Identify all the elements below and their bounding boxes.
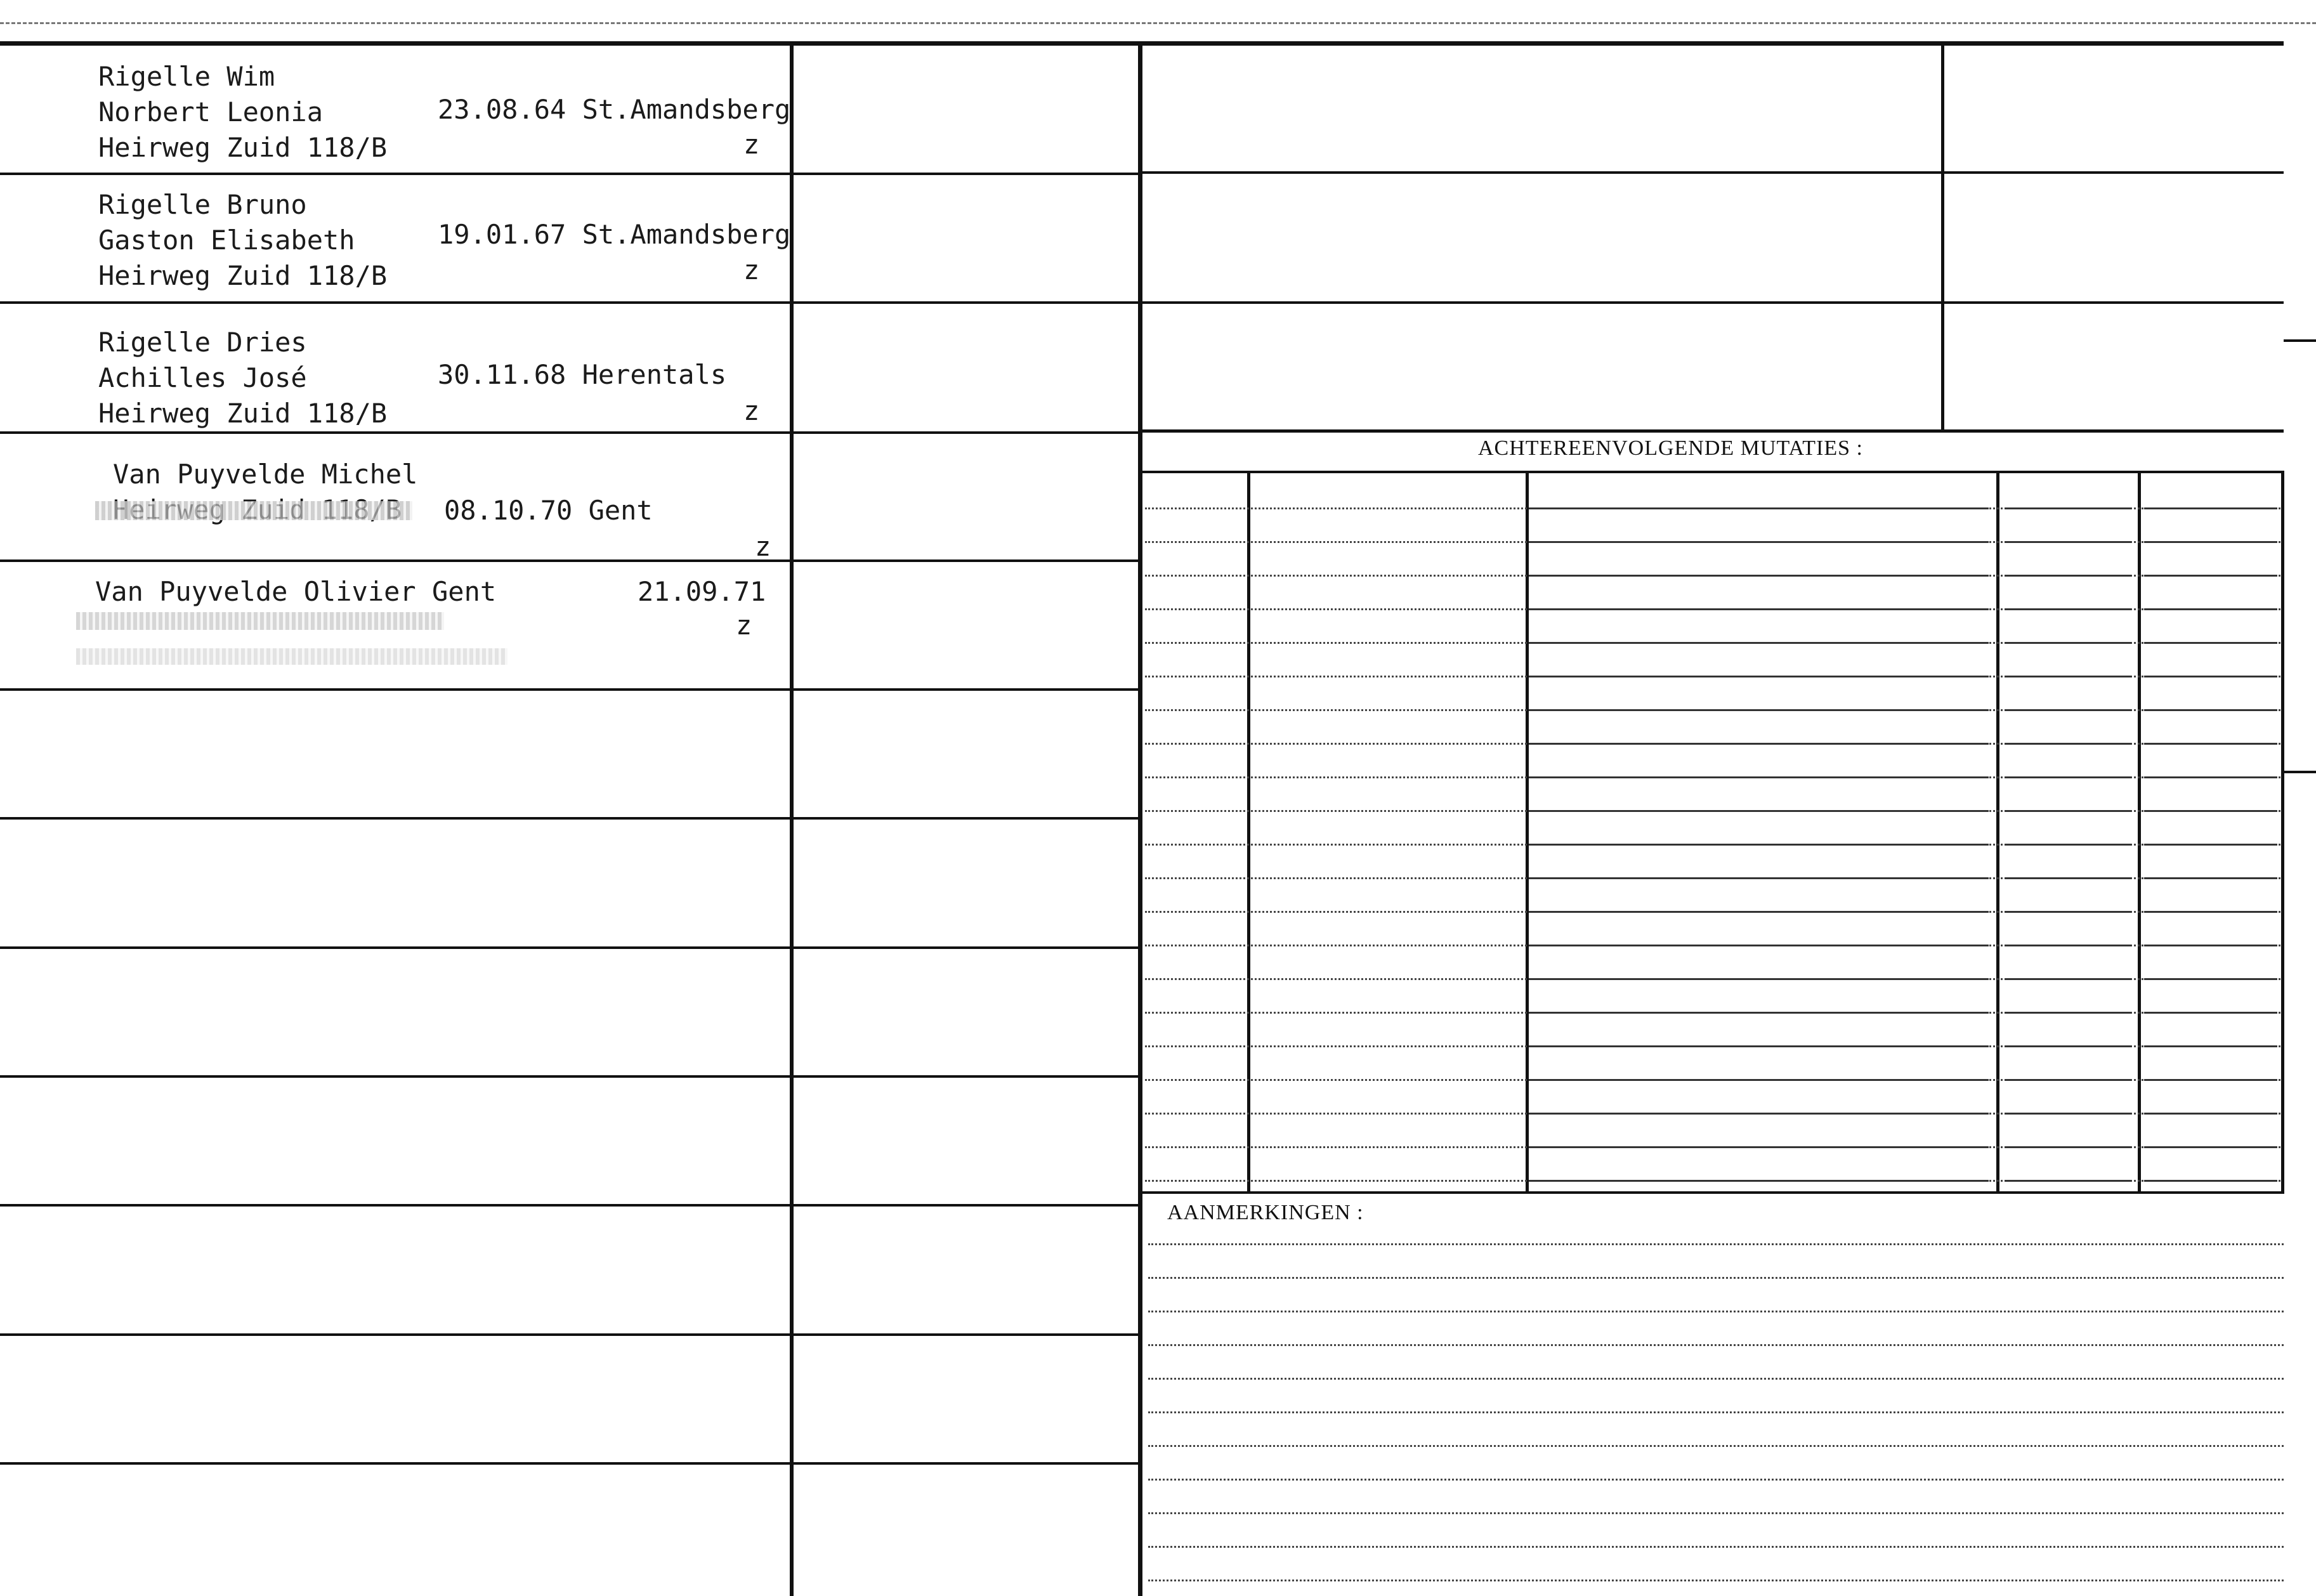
mutations-column-dash <box>2144 541 2277 543</box>
top-edge-line <box>0 22 2316 24</box>
mutations-column-dash <box>1529 1045 1989 1047</box>
mutations-column-dash <box>1529 743 1989 745</box>
mutations-column-dash <box>2005 978 2131 980</box>
mutations-column-dash <box>2144 1012 2277 1014</box>
mutations-column-dash <box>1529 911 1989 913</box>
mutations-column-dash <box>1529 608 1989 610</box>
mutations-column-dash <box>2144 642 2277 644</box>
mutations-column-dash <box>2005 709 2131 711</box>
mutations-column-dash <box>2005 945 2131 946</box>
mutations-column-dash <box>1529 507 1989 509</box>
register-entry-4-mark: z <box>755 531 771 562</box>
mutations-column-dash <box>2144 1180 2277 1182</box>
mutations-column-dash <box>2144 676 2277 677</box>
mutations-column-dash <box>1529 642 1989 644</box>
mutations-column-dash <box>2005 608 2131 610</box>
register-entry-3-date-place: 30.11.68 Herentals <box>438 359 727 390</box>
register-entry-5-name: Van Puyvelde Olivier Gent <box>95 576 497 607</box>
mutations-column-dash <box>2144 810 2277 812</box>
register-entry-5-date: 21.09.71 <box>638 576 766 607</box>
divider-right-upper <box>1941 41 1944 429</box>
mutations-column-dash <box>2144 978 2277 980</box>
remarks-rule-line <box>1148 1445 2284 1447</box>
mutations-column-dash <box>2005 507 2131 509</box>
mutations-column-dash <box>2005 776 2131 778</box>
mutations-column-dash <box>2005 810 2131 812</box>
mutations-column-dash <box>2144 709 2277 711</box>
mutations-column-dash <box>2005 676 2131 677</box>
mutations-bottom-border <box>1142 1191 2284 1194</box>
mutations-column-dash <box>1529 1012 1989 1014</box>
mutations-column-dash <box>1529 776 1989 778</box>
mutations-column-dash <box>2144 507 2277 509</box>
mutations-column-dash <box>2144 1045 2277 1047</box>
mutations-column-dash <box>2005 1079 2131 1081</box>
mutations-column-dash <box>2144 1079 2277 1081</box>
mutations-column-dash <box>1529 541 1989 543</box>
remarks-rule-line <box>1148 1243 2284 1245</box>
register-entry-2-mark: z <box>743 254 760 285</box>
mutations-column-dash <box>2144 1146 2277 1148</box>
remarks-rule-line <box>1148 1277 2284 1279</box>
register-entry-1: Rigelle Wim Norbert Leonia Heirweg Zuid 118/B <box>98 61 388 163</box>
remarks-rule-line <box>1148 1512 2284 1514</box>
redacted-smudge <box>76 612 444 630</box>
register-entry-4: Van Puyvelde Michel <box>113 459 418 490</box>
register-entry-2-date-place: 19.01.67 St.Amandsberg <box>438 219 791 250</box>
register-entry-5-mark: z <box>736 610 752 641</box>
mutations-column-dash <box>1529 676 1989 677</box>
remarks-rule-line <box>1148 1344 2284 1346</box>
mutations-column-dash <box>2144 911 2277 913</box>
mutations-column-dash <box>1529 1113 1989 1115</box>
mutations-column-dash <box>2005 1045 2131 1047</box>
remarks-rule-line <box>1148 1378 2284 1380</box>
mutations-column-dash <box>2144 776 2277 778</box>
mutations-column-dash <box>1529 1079 1989 1081</box>
mutations-column-dash <box>1529 978 1989 980</box>
mutations-column-dash <box>1529 1146 1989 1148</box>
mutations-column-dash <box>2144 608 2277 610</box>
mutations-column-dash <box>1529 810 1989 812</box>
mutations-column-dash <box>2144 743 2277 745</box>
remarks-rule-line <box>1148 1580 2284 1581</box>
mutations-column-dash <box>1529 877 1989 879</box>
mutations-column-dash <box>2144 945 2277 946</box>
mutations-column-dash <box>2005 1012 2131 1014</box>
register-entry-4-date-place: 08.10.70 Gent <box>444 495 653 526</box>
register-entry-3: Rigelle Dries Achilles José Heirweg Zuid 118/B <box>98 327 388 429</box>
mutations-column-dash <box>2005 575 2131 577</box>
mutations-column-dash <box>2144 844 2277 846</box>
mutations-column-dash <box>1529 709 1989 711</box>
mutations-column-dash <box>2005 541 2131 543</box>
register-entry-1-date-place: 23.08.64 St.Amandsberg <box>438 94 791 125</box>
remarks-rule-line <box>1148 1479 2284 1481</box>
redacted-smudge <box>95 501 412 520</box>
mutations-column-dash <box>2005 911 2131 913</box>
mutations-column-dash <box>2144 575 2277 577</box>
mutations-column-dash <box>2005 1146 2131 1148</box>
mutations-column-dash <box>2005 1180 2131 1182</box>
mutations-column-dash <box>1529 844 1989 846</box>
mutations-column-dash <box>1529 575 1989 577</box>
mutations-column-dash <box>2144 877 2277 879</box>
remarks-rule-line <box>1148 1546 2284 1548</box>
mutations-column-dash <box>2005 844 2131 846</box>
mutations-column-dash <box>1529 1180 1989 1182</box>
mutations-column-dash <box>2005 743 2131 745</box>
mutations-column-dash <box>2005 877 2131 879</box>
mutations-column-dash <box>1529 945 1989 946</box>
mutations-column-dash <box>2005 1113 2131 1115</box>
mutations-header: ACHTEREENVOLGENDE MUTATIES : <box>1478 436 1863 460</box>
mutations-column-dash <box>2005 642 2131 644</box>
remarks-rule-line <box>1148 1311 2284 1312</box>
register-entry-1-mark: z <box>743 129 760 160</box>
remarks-header: AANMERKINGEN : <box>1167 1201 1364 1224</box>
redacted-smudge <box>76 648 507 665</box>
mutations-column-dash <box>2144 1113 2277 1115</box>
register-entry-3-mark: z <box>743 395 760 426</box>
remarks-rule-line <box>1148 1411 2284 1413</box>
mutations-top-border <box>1142 471 2284 473</box>
register-entry-2: Rigelle Bruno Gaston Elisabeth Heirweg Zuid 118/B <box>98 189 388 291</box>
